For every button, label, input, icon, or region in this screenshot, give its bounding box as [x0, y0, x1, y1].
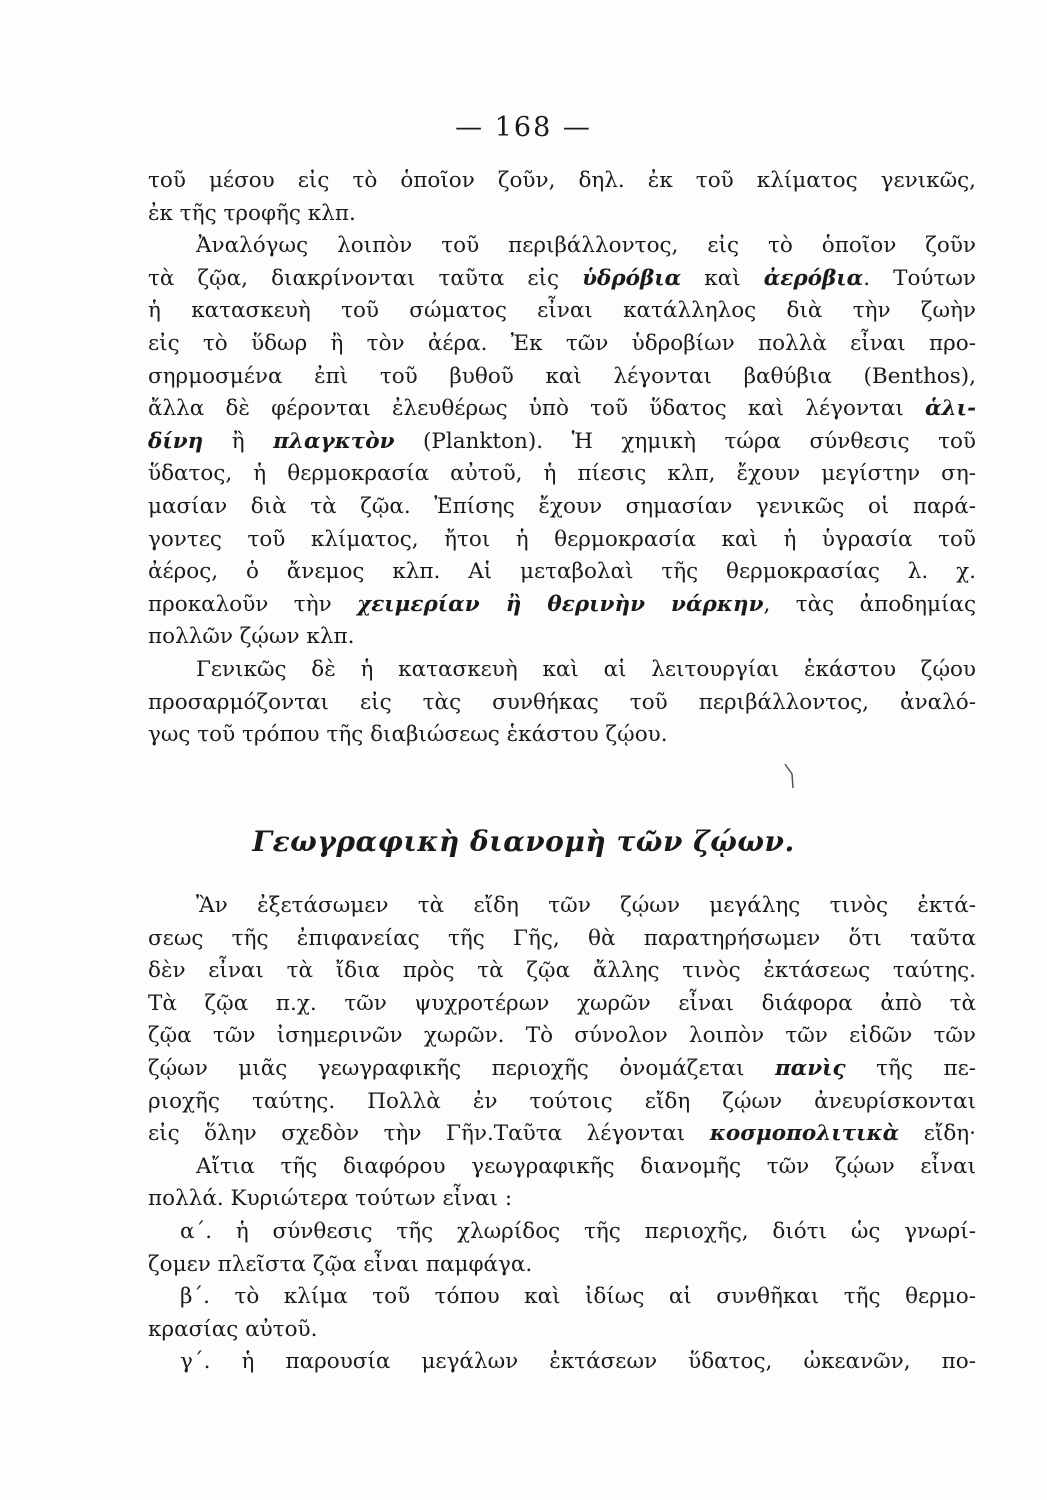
text-line: προκαλοῦν τὴν χειμερίαν ἢ θερινὴν νάρκην, τὰς ἀποδημίας	[148, 591, 976, 617]
emphasis-term: ὑδρόβια	[582, 265, 682, 291]
text-line: σεως τῆς ἐπιφανείας τῆς Γῆς, θὰ παρατηρήσωμεν ὅτι ταῦτα	[148, 925, 976, 951]
text-line: ζομεν πλεῖστα ζῷα εἶναι παμφάγα.	[148, 1251, 533, 1277]
text-line: ἄλλα δὲ φέρονται ἐλευθέρως ὑπὸ τοῦ ὕδατος καὶ λέγονται ἁλι-	[148, 396, 976, 422]
text-line: β΄. τὸ κλίμα τοῦ τόπου καὶ ἰδίως αἱ συνθῆκαι τῆς θερμο-	[180, 1284, 976, 1310]
text-line: γως τοῦ τρόπου τῆς διαβιώσεως ἑκάστου ζῴου.	[148, 722, 668, 748]
text-line: εἰς τὸ ὕδωρ ἢ τὸν ἀέρα. Ἐκ τῶν ὑδροβίων πολλὰ εἶναι προ-	[148, 330, 976, 356]
text-line: σηρμοσμένα ἐπὶ τοῦ βυθοῦ καὶ λέγονται βαθύβια (Benthos),	[148, 363, 976, 389]
text-line: προσαρμόζονται εἰς τὰς συνθήκας τοῦ περιβάλλοντος, ἀναλό-	[148, 689, 976, 715]
text-line: ριοχῆς ταύτης. Πολλὰ ἐν τούτοις εἴδη ζῴων ἀνευρίσκονται	[148, 1088, 976, 1114]
text-line: τοῦ μέσου εἰς τὸ ὁποῖον ζοῦν, δηλ. ἐκ τοῦ κλίματος γενικῶς,	[148, 168, 976, 193]
text-line: Ἀναλόγως λοιπὸν τοῦ περιβάλλοντος, εἰς τὸ ὁποῖον ζοῦν	[196, 233, 976, 259]
emphasis-term: πανὶς	[774, 1055, 846, 1081]
text-line: ζῷα τῶν ἰσημερινῶν χωρῶν. Τὸ σύνολον λοιπὸν τῶν εἰδῶν τῶν	[148, 1023, 976, 1049]
text-line: ἀέρος, ὁ ἄνεμος κλπ. Αἱ μεταβολαὶ τῆς θερμοκρασίας λ. χ.	[148, 559, 976, 585]
text-line: ἡ κατασκευὴ τοῦ σώματος εἶναι κατάλληλος διὰ τὴν ζωὴν	[148, 298, 976, 324]
emphasis-term: ἀερόβια	[763, 265, 864, 291]
emphasis-term: χειμερίαν ἢ θερινὴν νάρκην	[357, 591, 764, 617]
emphasis-term: κοσμοπολιτικὰ	[709, 1121, 900, 1147]
text-line: εἰς ὅλην σχεδὸν τὴν Γῆν.Ταῦτα λέγονται κοσμοπολιτικὰ εἴδη·	[148, 1121, 977, 1147]
page-number: — 168 —	[455, 112, 592, 143]
emphasis-term: πλαγκτὸν	[273, 428, 395, 454]
text-line: δὲν εἶναι τὰ ἴδια πρὸς τὰ ζῷα ἄλλης τινὸς ἐκτάσεως ταύτης.	[148, 958, 976, 984]
text-line: δίνη ἢ πλαγκτὸν (Plankton). Ἡ χημικὴ τώρα σύνθεσις τοῦ	[148, 428, 976, 454]
text-line: Αἴτια τῆς διαφόρου γεωγραφικῆς διανομῆς τῶν ζῴων εἶναι	[196, 1153, 976, 1179]
pencil-mark	[783, 760, 797, 790]
body-text-section-b	[148, 890, 976, 1379]
text-line: Τὰ ζῷα π.χ. τῶν ψυχροτέρων χωρῶν εἶναι διάφορα ἀπὸ τὰ	[148, 990, 976, 1016]
text-line: Ἂν ἐξετάσωμεν τὰ εἴδη τῶν ζῴων μεγάλης τινὸς ἐκτά-	[196, 893, 976, 918]
text-line: α΄. ἡ σύνθεσις τῆς χλωρίδος τῆς περιοχῆς, διότι ὡς γνωρί-	[180, 1218, 976, 1244]
emphasis-term: δίνη	[148, 428, 204, 454]
text-line: ζῴων μιᾶς γεωγραφικῆς περιοχῆς ὀνομάζεται πανὶς τῆς πε-	[148, 1055, 976, 1081]
text-line: γοντες τοῦ κλίματος, ἤτοι ἡ θερμοκρασία καὶ ἡ ὑγρασία τοῦ	[148, 526, 976, 552]
text-line: ἐκ τῆς τροφῆς κλπ.	[148, 200, 356, 226]
text-line: Γενικῶς δὲ ἡ κατασκευὴ καὶ αἱ λειτουργίαι ἑκάστου ζῴου	[196, 656, 976, 682]
section-heading: Γεωγραφικὴ διανομὴ τῶν ζῴων.	[252, 825, 795, 858]
text-line: πολλά. Κυριώτερα τούτων εἶναι :	[148, 1186, 513, 1212]
text-line: κρασίας αὐτοῦ.	[148, 1316, 318, 1342]
body-text-section-a	[148, 165, 976, 752]
text-line: ὕδατος, ἡ θερμοκρασία αὐτοῦ, ἡ πίεσις κλπ, ἔχουν μεγίστην ση-	[148, 461, 976, 487]
text-line: τὰ ζῷα, διακρίνονται ταῦτα εἰς ὑδρόβια καὶ ἀερόβια. Τούτων	[148, 265, 976, 291]
emphasis-term: ἁλι-	[925, 396, 976, 422]
text-line: μασίαν διὰ τὰ ζῷα. Ἐπίσης ἔχουν σημασίαν γενικῶς οἱ παρά-	[148, 493, 976, 519]
text-line: πολλῶν ζῴων κλπ.	[148, 624, 355, 650]
text-line: γ΄. ἡ παρουσία μεγάλων ἐκτάσεων ὕδατος, ὠκεανῶν, πο-	[180, 1349, 976, 1375]
